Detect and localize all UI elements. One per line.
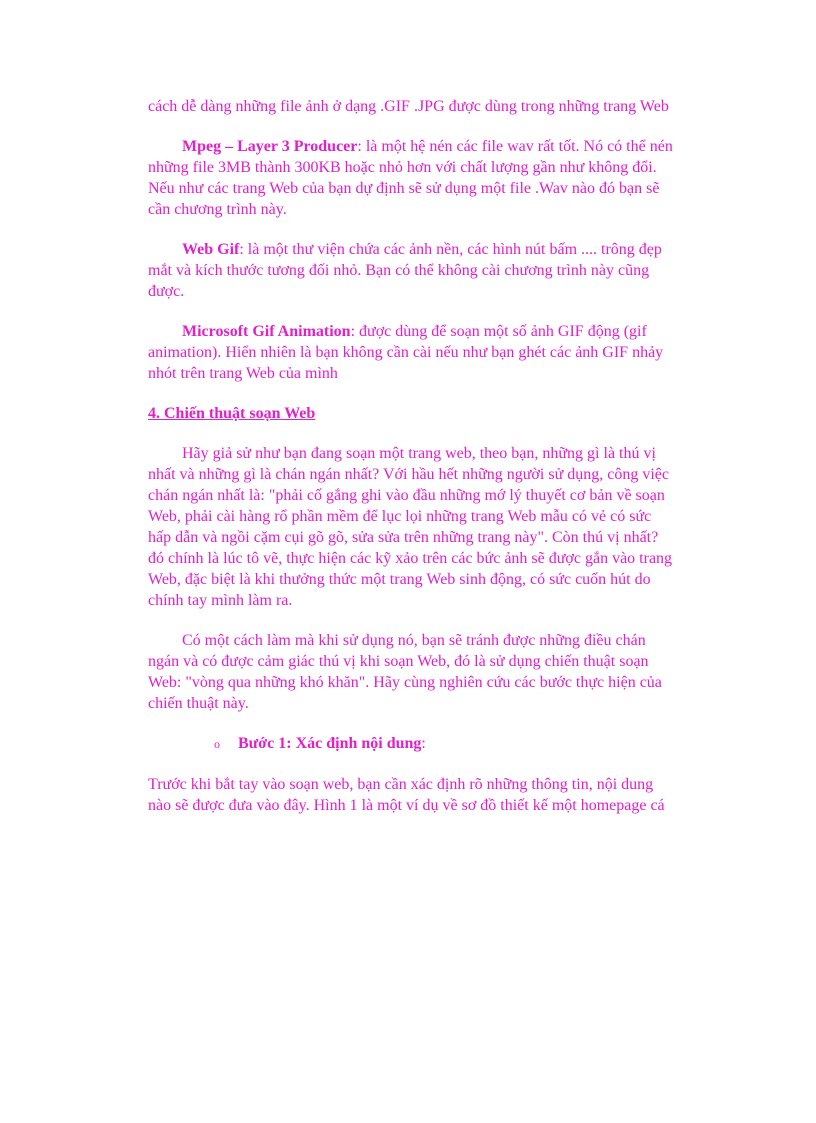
paragraph-webgif — [148, 239, 678, 302]
bullet-step-1 — [214, 733, 678, 755]
paragraph-mpeg — [148, 136, 678, 220]
document-page — [148, 96, 678, 816]
bullet-text — [238, 733, 426, 754]
step-1-title: Bước 1: Xác định nội dung — [238, 735, 422, 752]
term-gif-animation: Microsoft Gif Animation — [182, 323, 351, 340]
paragraph-step-1: Trước khi bắt tay vào soạn web, bạn cần xác định rõ những thông tin, nội dung nào sẽ được đưa vào đây. Hình 1 là một ví dụ về sơ đồ thiết kế một homepage cá — [148, 776, 665, 814]
term-mpeg: Mpeg – Layer 3 Producer — [182, 138, 358, 155]
section-heading: 4. Chiến thuật soạn Web — [148, 405, 316, 422]
desc-gif-animation: : được dùng để soạn một số ảnh GIF động (gif animation). Hiển nhiên là bạn không cần cài nếu như bạn ghét các ảnh GIF nhảy nhót trên trang Web của mình — [148, 323, 664, 382]
paragraph-strategy: Có một cách làm mà khi sử dụng nó, bạn sẽ tránh được những điều chán ngán và có được cảm giác thú vị khi soạn Web, đó là sử dụng chiến thuật soạn Web: "vòng qua những khó khăn". Hãy cùng nghiên cứu các bước thực hiện của chiến thuật này. — [148, 632, 662, 712]
paragraph-scenario: Hãy giả sử như bạn đang soạn một trang web, theo bạn, những gì là thú vị nhất và những gì là chán ngán nhất? Với hầu hết những người sử dụng, công việc chán ngán nhất là: "phải cố gắng ghi vào đầu những mớ lý thuyết cơ bản về soạn Web, phải cài hàng rổ phần mềm để lục lọi những trang Web mẫu có vẻ có sức hấp dẫn và ngồi cặm cụi gõ gõ, sửa sửa trên những trang này". Còn thú vị nhất? đó chính là lúc tô vẽ, thực hiện các kỹ xảo trên các bức ảnh sẽ được gắn vào trang Web, đặc biệt là khi thưởng thức một trang Web sinh động, có sức cuốn hút do chính tay mình làm ra. — [148, 445, 673, 609]
paragraph-intro: cách dễ dàng những file ảnh ở dạng .GIF .JPG được dùng trong những trang Web — [148, 98, 669, 115]
desc-mpeg: : là một hệ nén các file wav rất tốt. Nó có thể nén những file 3MB thành 300KB hoặc nhỏ hơn với chất lượng gần như không đổi. Nếu như các trang Web của bạn dự định sẽ sử dụng một file .Wav nào đó bạn sẽ cần chương trình này. — [148, 138, 673, 218]
desc-webgif: : là một thư viện chứa các ảnh nền, các hình nút bấm .... trông đẹp mắt và kích thước tương đối nhỏ. Bạn có thể không cài chương trình này cũng được. — [148, 241, 662, 300]
step-1-colon: : — [421, 735, 426, 752]
term-webgif: Web Gif — [182, 241, 240, 258]
paragraph-gif-animation — [148, 321, 678, 384]
circle-bullet-icon: o — [214, 737, 220, 751]
